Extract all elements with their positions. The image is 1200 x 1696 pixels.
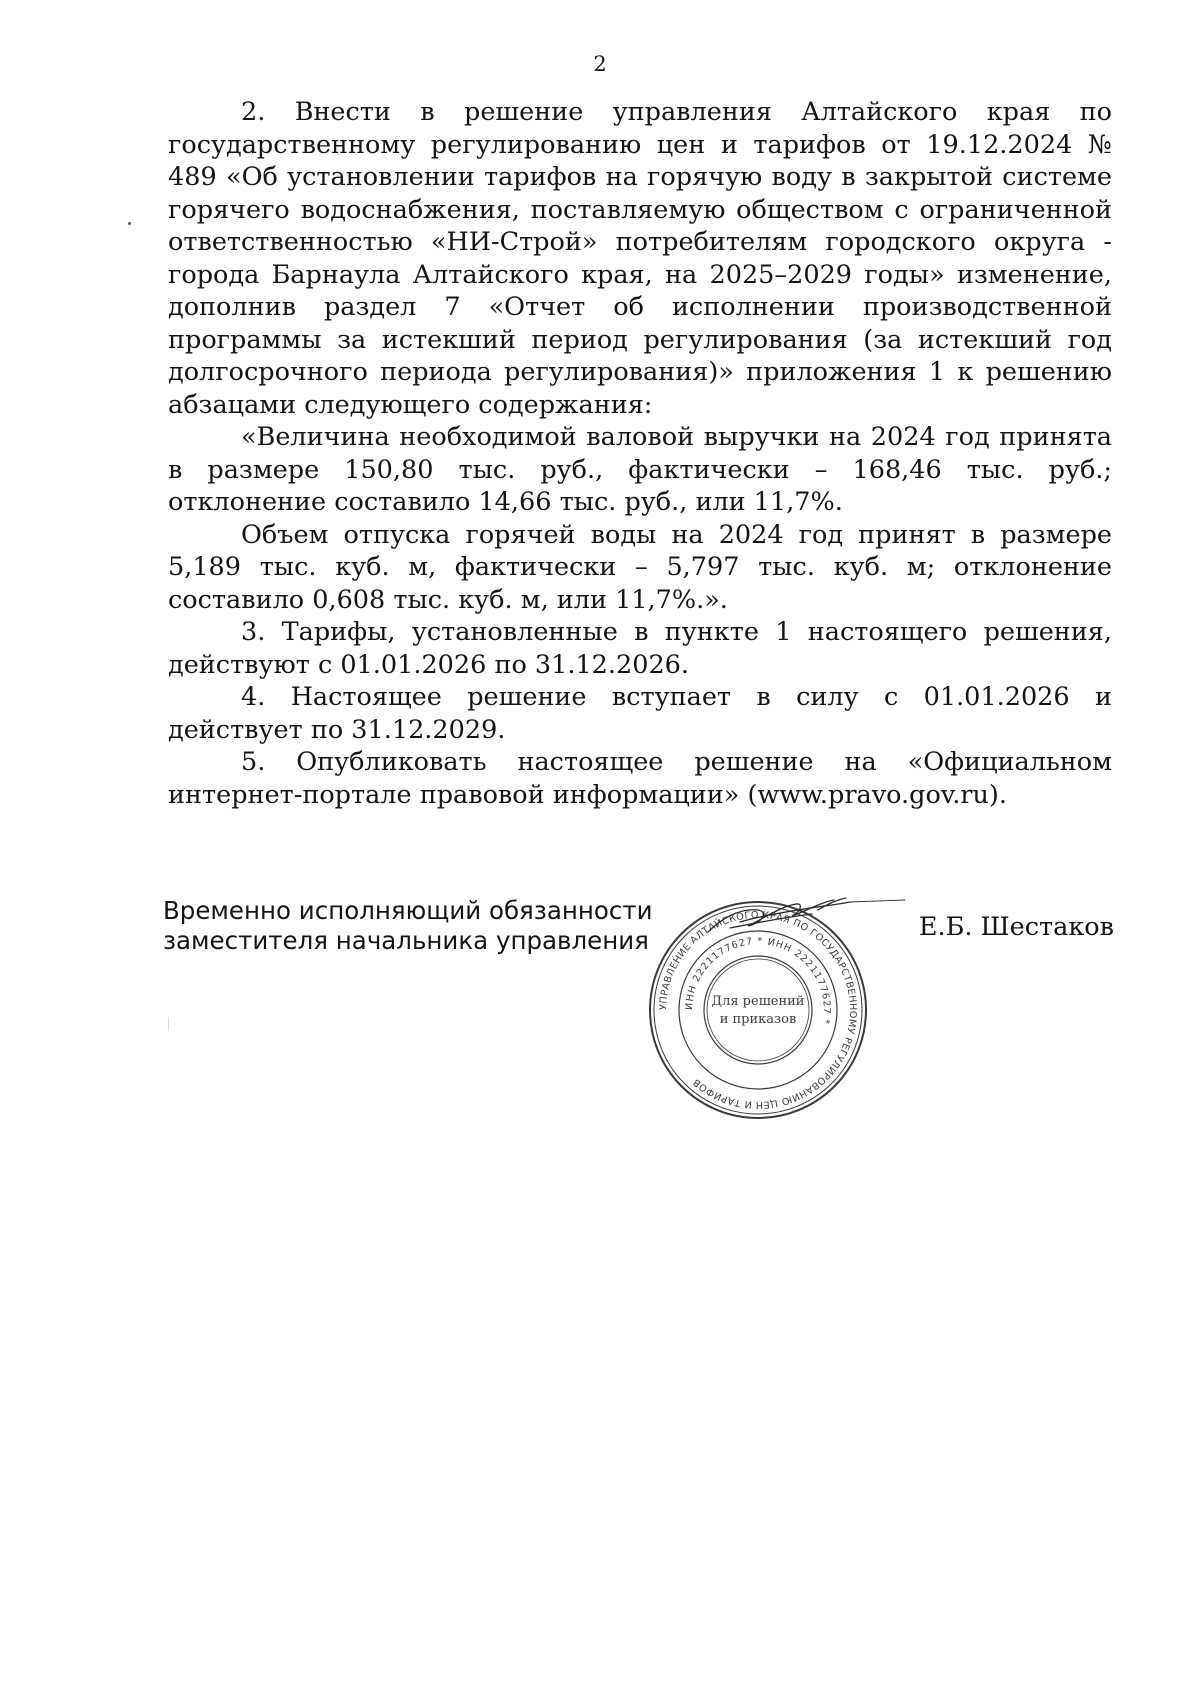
- scan-speck: [128, 222, 131, 225]
- paragraph-item-5: 5. Опубликовать настоящее решение на «Официальном интернет-портале правовой информации» (www.pravo.gov.ru).: [168, 747, 1112, 810]
- paragraph-quote-volume: Объем отпуска горячей воды на 2024 год принят в размере 5,189 тыс. куб. м, фактически – 5,797 тыс. куб. м; отклонение составило 0,608 тыс. куб. м, или 11,7%.».: [168, 519, 1112, 615]
- paragraph-item-4: 4. Настоящее решение вступает в силу с 01.01.2026 и действует по 31.12.2029.: [168, 682, 1112, 745]
- stamp-outer-ring-text: УПРАВЛЕНИЕ АЛТАЙСКОГО КРАЯ ПО ГОСУДАРСТВЕННОМУ РЕГУЛИРОВАНИЮ ЦЕН И ТАРИФОВ: [657, 909, 859, 1111]
- handwritten-signature: [700, 888, 910, 948]
- document-body: [168, 96, 1112, 811]
- paragraph-item-3: 3. Тарифы, установленные в пункте 1 настоящего решения, действуют с 01.01.2026 по 31.12.2026.: [168, 617, 1112, 680]
- page-number: 2: [593, 52, 607, 76]
- signer-name: Е.Б. Шестаков: [918, 912, 1114, 942]
- signer-title: [163, 896, 653, 956]
- paragraph-quote-revenue: «Величина необходимой валовой выручки на 2024 год принята в размере 150,80 тыс. руб., фактически – 168,46 тыс. руб.; отклонение составило 14,66 тыс. руб., или 11,7%.: [168, 422, 1112, 517]
- paragraph-item-2: 2. Внести в решение управления Алтайского края по государственному регулированию цен и тарифов от 19.12.2024 № 489 «Об установлении тарифов на горячую воду в закрытой системе горячего водоснабжения, поставляемую обществом с ограниченной ответственностью «НИ-Строй» потребителям городского округа - города Барнаула Алтайского края, на 2025–2029 годы» изменение, дополнив раздел 7 «Отчет об исполнении производственной программы за истекший период регулирования (за истекший год долгосрочного периода регулирования)» приложения 1 к решению абзацами следующего содержания:: [168, 97, 1112, 420]
- signer-title-line-1: Временно исполняющий обязанности: [163, 896, 653, 925]
- stamp-center-line-1: Для решений: [711, 994, 805, 1009]
- scan-artifact-line: [168, 1017, 169, 1031]
- stamp-inner-ring-text: ИНН 2221177627 * ИНН 2221177627 *: [683, 935, 833, 1026]
- signer-title-line-2: заместителя начальника управления: [163, 926, 649, 955]
- stamp-center-line-2: и приказов: [719, 1012, 797, 1027]
